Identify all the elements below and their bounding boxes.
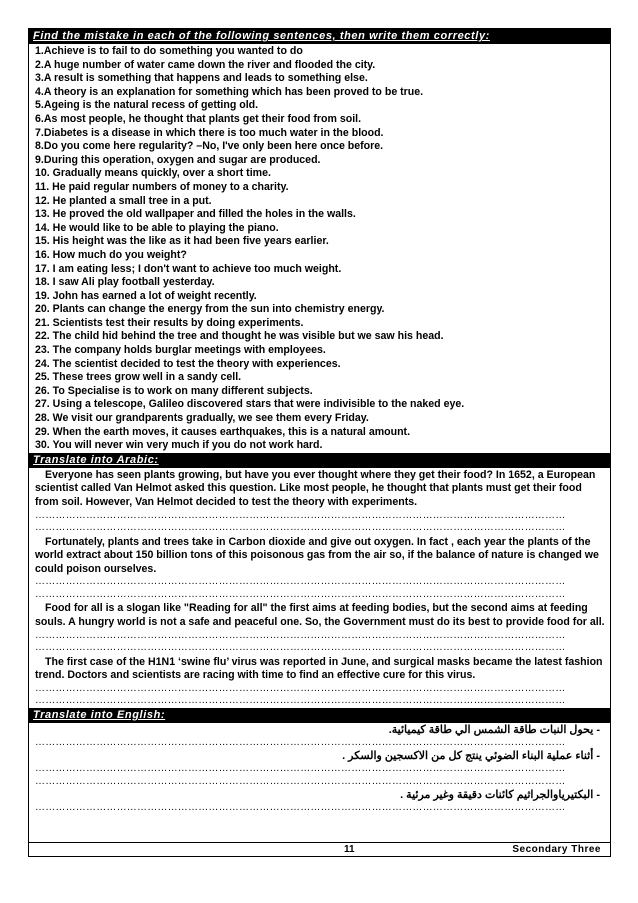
sentence: 5.Ageing is the natural recess of getting old. bbox=[35, 99, 259, 112]
answer-line[interactable]: ………………………………………………………………………………………………………………………………………… bbox=[35, 588, 566, 600]
arabic-sentence: - البكتيرياوالجراثيم كائنات دقيقة وغير مرئية . bbox=[400, 789, 600, 802]
sentence: 25. These trees grow well in a sandy cell. bbox=[35, 371, 242, 384]
translation-paragraph bbox=[29, 535, 610, 577]
sentence: 28. We visit our grandparents gradually, we see them every Friday. bbox=[35, 412, 369, 425]
page-number: 11 bbox=[344, 844, 355, 855]
paragraph-text: Food for all is a slogan like "Reading for all" the first aims at feeding bodies, but the second aims at feeding souls. A hungry world is not a safe and peaceful one. So, the Government must do its best to provide food for all. bbox=[35, 602, 605, 628]
answer-line[interactable]: ………………………………………………………………………………………………………………………………………… bbox=[35, 682, 566, 694]
sentence: 15. His height was the like as it had been five years earlier. bbox=[35, 235, 329, 248]
paragraph-text: Everyone has seen plants growing, but have you ever thought where they get their food? In 1652, a European scientist called Van Helmot asked this question. Like most people, he thought that plants must get their food from soil. However, Van Helmot decided to test the theory with experiments. bbox=[35, 468, 596, 508]
arabic-sentence: - أثناء عملية البناء الضوئي ينتج كل من الاكسجين والسكر . bbox=[342, 750, 600, 763]
section-heading-translate-arabic: Translate into Arabic: bbox=[29, 453, 610, 468]
paragraph-text: The first case of the H1N1 ‘swine flu’ virus was reported in June, and surgical masks became the latest fashion trend. Doctors and scientists are racing with time to find an effective cure for this virus. bbox=[35, 655, 603, 682]
sentence: 22. The child hid behind the tree and thought he was visible but we saw his head. bbox=[35, 330, 444, 343]
section-heading-translate-english: Translate into English: bbox=[29, 708, 610, 723]
sentence: 6.As most people, he thought that plants get their food from soil. bbox=[35, 112, 362, 125]
sentence: 23. The company holds burglar meetings with employees. bbox=[35, 344, 326, 357]
sentence: 29. When the earth moves, it causes earthquakes, this is a natural amount. bbox=[35, 425, 411, 438]
sentence: 11. He paid regular numbers of money to a charity. bbox=[35, 180, 289, 193]
sentence: 21. Scientists test their results by doing experiments. bbox=[35, 316, 304, 329]
answer-line[interactable]: ………………………………………………………………………………………………………………………………………… bbox=[35, 522, 566, 534]
answer-line[interactable]: ………………………………………………………………………………………………………………………………………… bbox=[35, 509, 566, 521]
sentence: 16. How much do you weight? bbox=[35, 248, 187, 261]
sentence: 26. To Specialise is to work on many different subjects. bbox=[35, 384, 313, 397]
sentence: 7.Diabetes is a disease in which there is too much water in the blood. bbox=[35, 126, 384, 139]
sentence: 24. The scientist decided to test the theory with experiences. bbox=[35, 357, 341, 370]
answer-line[interactable]: ………………………………………………………………………………………………………………………………………… bbox=[35, 763, 566, 775]
answer-line[interactable]: ………………………………………………………………………………………………………………………………………… bbox=[35, 775, 566, 787]
sentence: 1.Achieve is to fail to do something you wanted to do bbox=[35, 45, 303, 57]
sentence: 4.A theory is an explanation for something which has been proved to be true. bbox=[35, 85, 424, 98]
mistake-sentence-list bbox=[29, 44, 610, 453]
page-footer bbox=[28, 843, 611, 857]
footer-divider bbox=[28, 842, 611, 843]
answer-line[interactable]: ………………………………………………………………………………………………………………………………………… bbox=[35, 642, 566, 654]
answer-line[interactable]: ………………………………………………………………………………………………………………………………………… bbox=[35, 802, 566, 814]
sentence: 18. I saw Ali play football yesterday. bbox=[35, 276, 215, 289]
sentence: 2.A huge number of water came down the river and flooded the city. bbox=[35, 58, 376, 71]
sentence: 8.Do you come here regularity? –No, I've only been here once before. bbox=[35, 140, 384, 153]
answer-line[interactable]: ………………………………………………………………………………………………………………………………………… bbox=[35, 736, 566, 748]
arabic-sentence: - يحول النبات طاقة الشمس الي طاقة كيميائية. bbox=[388, 723, 600, 736]
paragraph-text: Fortunately, plants and trees take in Carbon dioxide and give out oxygen. In fact , each year the plants of the world extract about 150 billion tons of this poisonous gas from the air so, if the balance of nature is changed we could poison ourselves. bbox=[35, 535, 599, 575]
worksheet-frame bbox=[28, 28, 611, 857]
sentence: 3.A result is something that happens and leads to something else. bbox=[35, 72, 368, 85]
translation-paragraph bbox=[29, 601, 610, 629]
sentence: 27. Using a telescope, Galileo discovered stars that were indivisible to the naked eye. bbox=[35, 398, 465, 411]
answer-line[interactable]: ………………………………………………………………………………………………………………………………………… bbox=[35, 695, 566, 707]
sentence: 14. He would like to be able to playing the piano. bbox=[35, 221, 279, 234]
sentence: 13. He proved the old wallpaper and filled the holes in the walls. bbox=[35, 208, 356, 221]
sentence: 17. I am eating less; I don't want to achieve too much weight. bbox=[35, 262, 342, 275]
footer-level-label: Secondary Three bbox=[512, 844, 601, 855]
translation-paragraph bbox=[29, 655, 610, 683]
sentence: 12. He planted a small tree in a put. bbox=[35, 194, 212, 207]
answer-line[interactable]: ………………………………………………………………………………………………………………………………………… bbox=[35, 629, 566, 641]
section-heading-find-mistake: Find the mistake in each of the following sentences, then write them correctly: bbox=[29, 29, 610, 44]
answer-line[interactable]: ………………………………………………………………………………………………………………………………………… bbox=[35, 576, 566, 588]
sentence: 9.During this operation, oxygen and sugar are produced. bbox=[35, 153, 321, 166]
translation-paragraph bbox=[29, 468, 610, 510]
sentence: 20. Plants can change the energy from the sun into chemistry energy. bbox=[35, 303, 385, 316]
sentence: 30. You will never win very much if you do not work hard. bbox=[35, 439, 323, 452]
sentence: 10. Gradually means quickly, over a short time. bbox=[35, 167, 271, 180]
sentence: 19. John has earned a lot of weight recently. bbox=[35, 289, 257, 302]
